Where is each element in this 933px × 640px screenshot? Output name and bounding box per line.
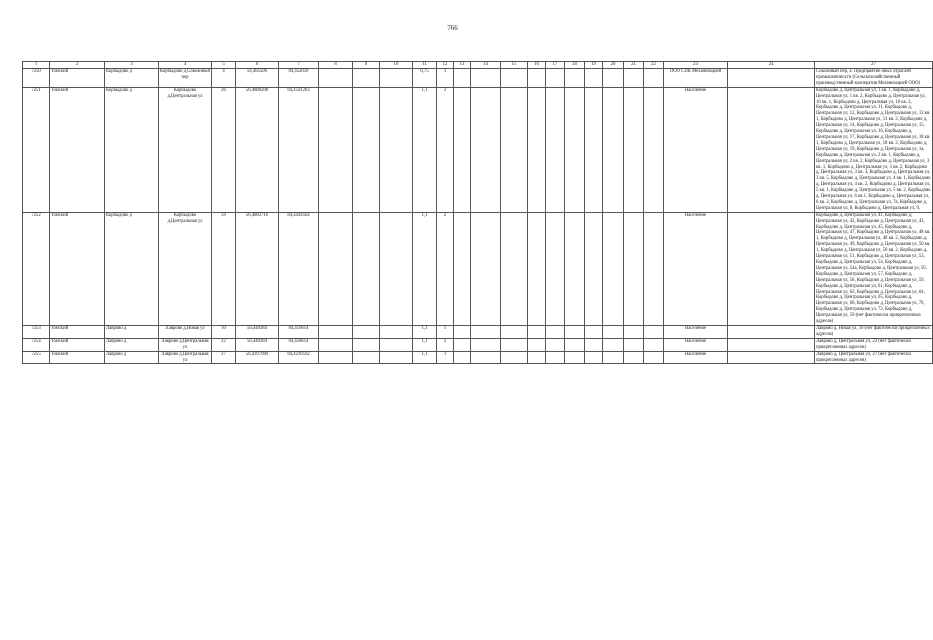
empty-cell [565, 69, 585, 88]
empty-cell [644, 69, 664, 88]
empty-cell [603, 212, 624, 325]
empty-cell [624, 351, 644, 364]
house-cell: 27 [212, 351, 236, 364]
owner-cell: Население [664, 87, 728, 212]
row-id: 7250 [23, 69, 50, 88]
latitude-cell: 56,4397989 [236, 351, 279, 364]
column-number: 15 [501, 62, 528, 69]
empty-cell [603, 325, 624, 338]
column-number: 12 [437, 62, 454, 69]
empty-cell [380, 69, 413, 88]
count-cell: 1 [437, 351, 454, 364]
empty-cell [380, 212, 413, 325]
empty-cell [501, 212, 528, 325]
column-number: 2 [50, 62, 105, 69]
house-cell: 4 [212, 69, 236, 88]
empty-cell [319, 69, 353, 88]
empty-cell [353, 87, 380, 212]
latitude-cell: 56,4882716 [236, 212, 279, 325]
locality-cell: Корбыдово д [105, 69, 159, 88]
empty-cell [501, 69, 528, 88]
empty-cell [603, 351, 624, 364]
column-number: 16 [528, 62, 546, 69]
owner-cell: Население [664, 325, 728, 338]
column-number: 9 [353, 62, 380, 69]
value-cell: 1,1 [413, 87, 437, 212]
note-cell: Лаврово д, Центральная ул, 27 (нет фактически прикрепленных адресов) [815, 351, 933, 364]
table-row [23, 69, 933, 88]
note-cell: Лаврово д, Центральная ул, 22 (нет фактически прикрепленных адресов) [815, 338, 933, 351]
count-cell: 1 [437, 69, 454, 88]
street-cell: Корбыдово д,Центральная ул [159, 87, 212, 212]
owner-cell: Население [664, 351, 728, 364]
value-cell: 1,1 [413, 351, 437, 364]
latitude-cell: 56,485506 [236, 69, 279, 88]
empty-cell [353, 69, 380, 88]
column-number: 4 [159, 62, 212, 69]
empty-cell [454, 351, 471, 364]
street-cell: Лаврово д,Центральная ул [159, 351, 212, 364]
empty-cell [644, 338, 664, 351]
empty-cell [728, 212, 815, 325]
longitude-cell: 84,4218592 [279, 351, 319, 364]
empty-cell [454, 325, 471, 338]
note-cell: Корбыдово д, Центральная ул, 41, Корбыдово д, Центральная ул, 42, Корбыдово д, Центральная ул, 43, Корбыдово д, Центральная ул, 45, Корбыдово д, Центральная ул, 47, Корбыдово д, Центральная ул, 48 кв. 1, Корбыдово д, Центральная ул, 48 кв. 2, Корбыдово д, Центральная ул, 49, Корбыдово д, Центральная ул, 50 кв. 1, Корбыдово д, Центральная ул, 50 кв. 2, Корбыдово д, Центральная ул, 51, Корбыдово д, Центральная ул, 53, Корбыдово д, Центральная ул, 54, Корбыдово д, Центральная ул, 54а, Корбыдово д, Центральная ул, 56, Корбыдово д, Центральная ул, 57, Корбыдово д, Центральная ул, 58, Корбыдово д, Центральная ул, 59, Корбыдово д, Центральная ул, 61, Корбыдово д, Центральная ул, 62, Корбыдово д, Центральная ул, 64, Корбыдово д, Центральная ул, 65, Корбыдово д, Центральная ул, 68, Корбыдово д, Центральная ул, 70, Корбыдово д, Центральная ул, 72, Корбыдово д, Центральная ул, 59 (нет фактически прикрепленных адресов) [815, 212, 933, 325]
empty-cell [728, 87, 815, 212]
street-cell: Лаврово д,Центральная ул [159, 338, 212, 351]
empty-cell [624, 325, 644, 338]
value-cell: 1,1 [413, 325, 437, 338]
empty-cell [565, 351, 585, 364]
empty-cell [380, 351, 413, 364]
empty-cell [319, 212, 353, 325]
street-cell: Лаврово д,Новая ул [159, 325, 212, 338]
column-number: 10 [380, 62, 413, 69]
row-id: 7253 [23, 325, 50, 338]
column-number: 7 [279, 62, 319, 69]
row-id: 7255 [23, 351, 50, 364]
empty-cell [380, 338, 413, 351]
empty-cell [546, 325, 565, 338]
column-number: 27 [815, 62, 933, 69]
column-number: 14 [471, 62, 501, 69]
longitude-cell: 84,4434564 [279, 212, 319, 325]
locality-cell: Корбыдово д [105, 212, 159, 325]
empty-cell [471, 351, 501, 364]
value-cell: 1,1 [413, 338, 437, 351]
note-cell: Лаврово д, Новая ул, 10 (нет фактически прикрепленных адресов) [815, 325, 933, 338]
column-number: 13 [454, 62, 471, 69]
empty-cell [585, 351, 603, 364]
count-cell: 1 [437, 325, 454, 338]
table-row [23, 325, 933, 338]
column-number: 8 [319, 62, 353, 69]
longitude-cell: 84,459614 [279, 325, 319, 338]
street-cell: Корбыдово д,Центральная ул [159, 212, 212, 325]
empty-cell [319, 325, 353, 338]
empty-cell [471, 69, 501, 88]
empty-cell [644, 212, 664, 325]
count-cell: 2 [437, 212, 454, 325]
empty-cell [454, 212, 471, 325]
empty-cell [501, 325, 528, 338]
column-number: 20 [603, 62, 624, 69]
empty-cell [380, 325, 413, 338]
empty-cell [644, 87, 664, 212]
empty-cell [728, 338, 815, 351]
note-cell: Соколиный пер, 4. Предприятие иных отраслей промышленности (Сельскохозяйственный производственный кооператив Механизацией ООО) [815, 69, 933, 88]
empty-cell [353, 338, 380, 351]
table-row [23, 351, 933, 364]
row-id: 7254 [23, 338, 50, 351]
empty-cell [728, 325, 815, 338]
column-number: 19 [585, 62, 603, 69]
empty-cell [585, 338, 603, 351]
empty-cell [353, 212, 380, 325]
longitude-cell: 84,458614 [279, 338, 319, 351]
empty-cell [501, 87, 528, 212]
latitude-cell: 56,440384 [236, 325, 279, 338]
empty-cell [380, 87, 413, 212]
column-number: 18 [565, 62, 585, 69]
empty-cell [546, 87, 565, 212]
empty-cell [585, 87, 603, 212]
empty-cell [501, 338, 528, 351]
value-cell: 1,1 [413, 212, 437, 325]
column-number: 6 [236, 62, 279, 69]
locality-cell: Лаврово д [105, 325, 159, 338]
house-cell: 59 [212, 212, 236, 325]
empty-cell [728, 351, 815, 364]
empty-cell [501, 351, 528, 364]
empty-cell [728, 69, 815, 88]
row-id: 7251 [23, 87, 50, 212]
street-cell: Корбыдово д,Соколиный пер [159, 69, 212, 88]
table-row [23, 212, 933, 325]
empty-cell [528, 212, 546, 325]
house-cell: 26 [212, 87, 236, 212]
column-number: 23 [664, 62, 728, 69]
empty-cell [624, 338, 644, 351]
empty-cell [471, 212, 501, 325]
house-cell: 10 [212, 325, 236, 338]
column-number: 24 [728, 62, 815, 69]
locality-cell: Лаврово д [105, 338, 159, 351]
empty-cell [528, 325, 546, 338]
empty-cell [528, 351, 546, 364]
empty-cell [565, 338, 585, 351]
district-cell: Томский [50, 212, 105, 325]
locality-cell: Корбыдово д [105, 87, 159, 212]
row-id: 7252 [23, 212, 50, 325]
empty-cell [546, 69, 565, 88]
empty-cell [319, 338, 353, 351]
latitude-cell: 56,4880208 [236, 87, 279, 212]
empty-cell [585, 325, 603, 338]
table-row [23, 338, 933, 351]
owner-cell: Население [664, 338, 728, 351]
latitude-cell: 56,440384 [236, 338, 279, 351]
district-cell: Томский [50, 69, 105, 88]
empty-cell [471, 325, 501, 338]
empty-cell [353, 325, 380, 338]
empty-cell [603, 69, 624, 88]
table-row [23, 87, 933, 212]
owner-cell: Население [664, 212, 728, 325]
note-cell: Корбыдово д, Центральная ул, 1 кв. 1, Корбыдово д, Центральная ул, 1 кв. 2, Корбыдово д, Центральная ул, 10 кв. 1, Корбыдово д, Центральная ул, 10 кв. 2, Корбыдово д, Центральная ул, 11, Корбыдово д, Центральная ул, 12, Корбыдово д, Центральная ул, 13 кв. 1, Корбыдово д, Центральная ул, 13 кв. 2, Корбыдово д, Центральная ул, 14, Корбыдово д, Центральная ул, 15, Корбыдово д, Центральная ул, 16, Корбыдово д, Центральная ул, 17, Корбыдово д, Центральная ул, 18 кв. 1, Корбыдово д, Центральная ул, 18 кв. 2, Корбыдово д, Центральная ул, 19, Корбыдово д, Центральная ул, 1а, Корбыдово д, Центральная ул, 2 кв. 1, Корбыдово д, Центральная ул, 2 кв. 2, Корбыдово д, Центральная ул, 3 кв. 1, Корбыдово д, Центральная ул, 3 кв. 2, Корбыдово д, Центральная ул, 3 кв. 3, Корбыдово д, Центральная ул, 3 кв. 5, Корбыдово д, Центральная ул, 4 кв. 1, Корбыдово д, Центральная ул, 4 кв. 2, Корбыдово д, Центральная ул, 5 кв. 1, Корбыдово д, Центральная ул, 5 кв. 2, Корбыдово д, Центральная ул, 6 кв.1, Корбыдово д, Центральная ул, 6 кв. 2, Корбыдово д, Центральная ул, 7а, Корбыдово д, Центральная ул, 8, Корбыдово д, Центральная ул, 9, [815, 87, 933, 212]
empty-cell [624, 212, 644, 325]
empty-cell [546, 351, 565, 364]
district-cell: Томский [50, 351, 105, 364]
longitude-cell: 84,4541203 [279, 87, 319, 212]
column-number: 5 [212, 62, 236, 69]
empty-cell [454, 338, 471, 351]
empty-cell [471, 338, 501, 351]
column-number: 17 [546, 62, 565, 69]
empty-cell [644, 351, 664, 364]
value-cell: 0,75 [413, 69, 437, 88]
empty-cell [454, 87, 471, 212]
empty-cell [565, 212, 585, 325]
empty-cell [585, 69, 603, 88]
longitude-cell: 84,452039 [279, 69, 319, 88]
locality-cell: Лаврово д [105, 351, 159, 364]
column-number: 3 [105, 62, 159, 69]
empty-cell [546, 338, 565, 351]
empty-cell [603, 338, 624, 351]
register-table [22, 61, 933, 364]
empty-cell [546, 212, 565, 325]
empty-cell [624, 69, 644, 88]
empty-cell [528, 87, 546, 212]
empty-cell [471, 87, 501, 212]
column-number: 22 [644, 62, 664, 69]
empty-cell [319, 87, 353, 212]
empty-cell [644, 325, 664, 338]
empty-cell [603, 87, 624, 212]
empty-cell [528, 338, 546, 351]
column-number: 11 [413, 62, 437, 69]
empty-cell [624, 87, 644, 212]
empty-cell [565, 325, 585, 338]
district-cell: Томский [50, 338, 105, 351]
empty-cell [528, 69, 546, 88]
count-cell: 2 [437, 338, 454, 351]
empty-cell [565, 87, 585, 212]
district-cell: Томский [50, 325, 105, 338]
column-number: 1 [23, 62, 50, 69]
district-cell: Томский [50, 87, 105, 212]
empty-cell [319, 351, 353, 364]
empty-cell [353, 351, 380, 364]
empty-cell [454, 69, 471, 88]
count-cell: 2 [437, 87, 454, 212]
column-number: 21 [624, 62, 644, 69]
empty-cell [585, 212, 603, 325]
page-number: 766 [447, 24, 458, 32]
owner-cell: ООО СПК Механизацией [664, 69, 728, 88]
column-number-row [23, 62, 933, 69]
house-cell: 22 [212, 338, 236, 351]
